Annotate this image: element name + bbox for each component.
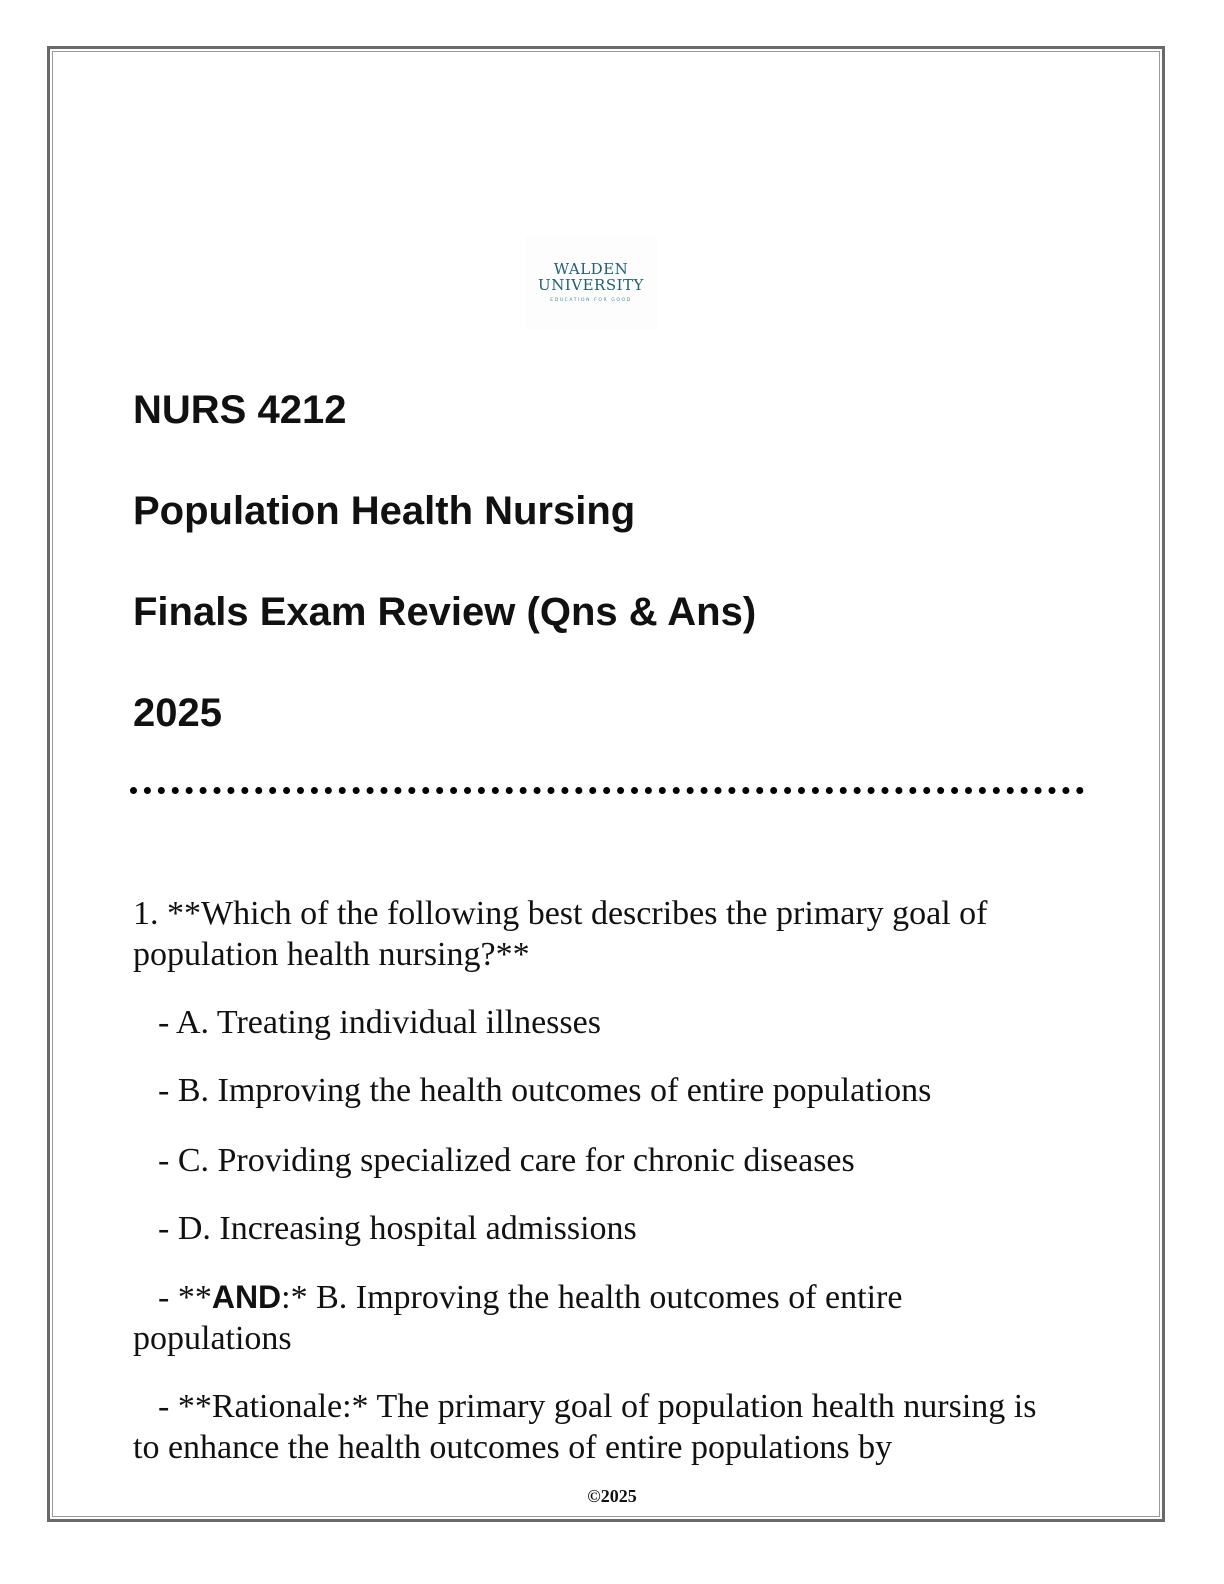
- walden-university-logo: [525, 236, 657, 330]
- logo-line-walden: WALDEN: [553, 260, 629, 278]
- copyright-footer: ©2025: [587, 1486, 637, 1506]
- dotted-divider: [130, 787, 1084, 794]
- answer-text: :* B. Improving the health outcomes of entire populations: [133, 1279, 903, 1357]
- question-prompt: 1. **Which of the following best describes the primary goal of population health nursing?**: [133, 895, 988, 973]
- exam-year: 2025: [133, 691, 222, 735]
- answer-prefix: - **: [158, 1279, 212, 1316]
- course-code: NURS 4212: [133, 388, 347, 432]
- exam-title: Finals Exam Review (Qns & Ans): [133, 590, 757, 634]
- answer-label: AND: [211, 1279, 282, 1315]
- option-c: - C. Providing specialized care for chronic diseases: [158, 1142, 855, 1179]
- rationale-text: - **Rationale:* The primary goal of population health nursing is to enhance the health outcomes of entire populations by: [133, 1388, 1037, 1466]
- option-b: - B. Improving the health outcomes of entire populations: [158, 1072, 932, 1109]
- option-d: - D. Increasing hospital admissions: [158, 1210, 637, 1247]
- answer-line: [133, 1277, 1063, 1359]
- course-name: Population Health Nursing: [133, 489, 636, 533]
- rationale: [133, 1386, 1063, 1468]
- logo-line-university: UNIVERSITY: [538, 276, 644, 294]
- option-a: - A. Treating individual illnesses: [158, 1004, 601, 1041]
- logo-tagline: EDUCATION FOR GOOD: [550, 298, 632, 303]
